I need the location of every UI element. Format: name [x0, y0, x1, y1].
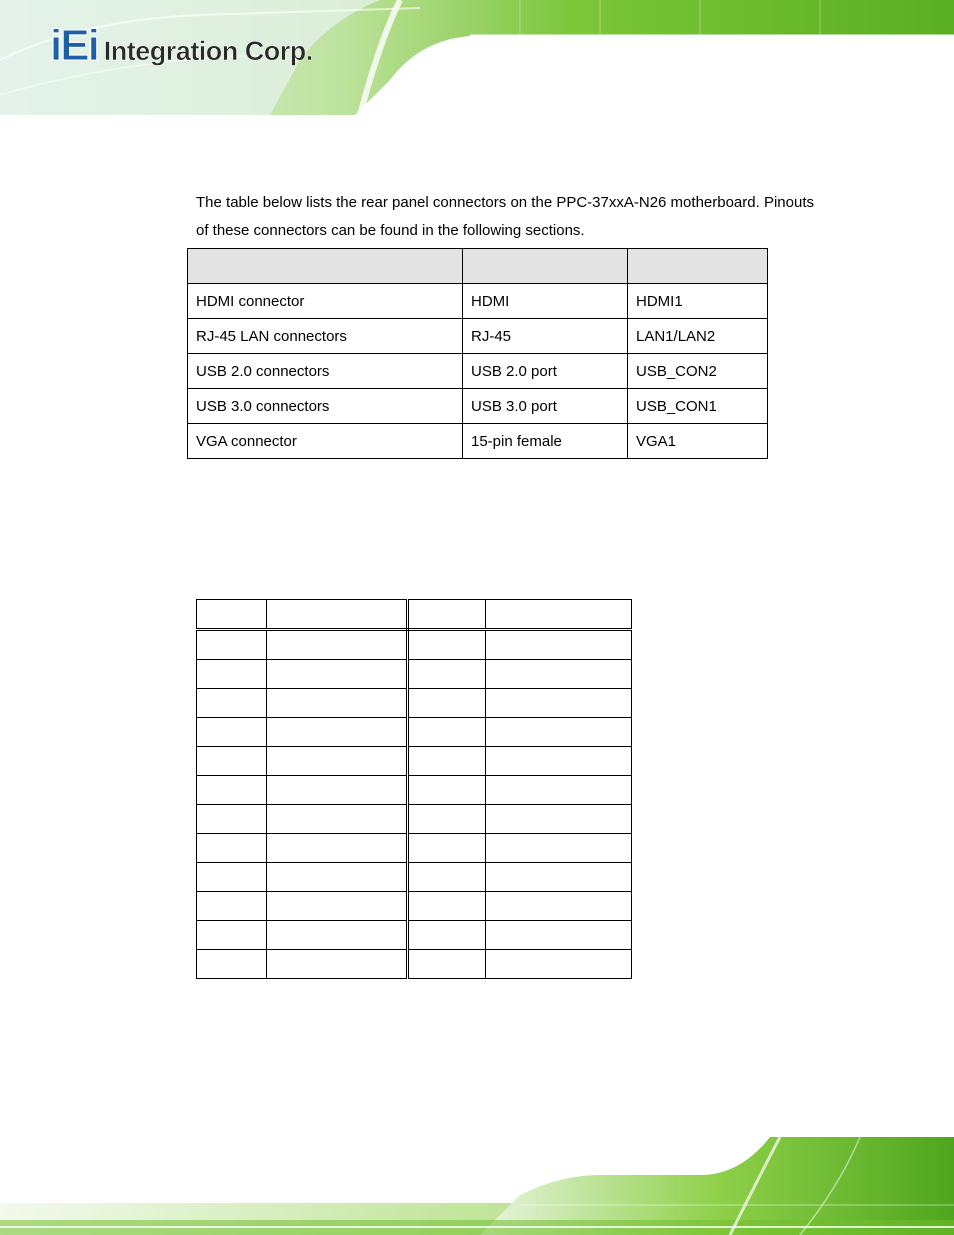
pinout-cell: [486, 660, 632, 689]
pinout-cell: [486, 892, 632, 921]
pinout-cell: [197, 950, 267, 979]
table-row: [197, 834, 632, 863]
connector-label: USB_CON1: [628, 389, 768, 424]
pinout-cell: [407, 892, 486, 921]
table-row: [188, 389, 768, 424]
connector-type: USB 2.0 port: [463, 354, 628, 389]
pinout-cell: [197, 660, 267, 689]
table-row: [197, 747, 632, 776]
table-row: [188, 354, 768, 389]
header-cell: [188, 249, 463, 284]
table-row: [197, 950, 632, 979]
pinout-cell: [197, 921, 267, 950]
pinout-cell: [407, 747, 486, 776]
connector-type: RJ-45: [463, 319, 628, 354]
table-row: [197, 892, 632, 921]
pinout-cell: [407, 630, 486, 660]
table-row: [197, 630, 632, 660]
pinout-cell: [197, 718, 267, 747]
connector-name: RJ-45 LAN connectors: [188, 319, 463, 354]
pinout-cell: [486, 630, 632, 660]
table-row: [197, 921, 632, 950]
pinout-cell: [266, 921, 407, 950]
pinout-header-row: [197, 600, 632, 630]
pinout-cell: [266, 630, 407, 660]
connector-label: HDMI1: [628, 284, 768, 319]
pinout-cell: [266, 747, 407, 776]
footer-banner: [0, 1135, 954, 1235]
table-row: [197, 660, 632, 689]
pinout-cell: [486, 747, 632, 776]
pinout-cell: [407, 718, 486, 747]
logo-mark: iEi: [50, 21, 98, 70]
pinout-cell: [266, 660, 407, 689]
table-row: [197, 863, 632, 892]
table-row: [188, 284, 768, 319]
intro-paragraph: The table below lists the rear panel connectors on the PPC-37xxA-N26 motherboard. Pinouts of these connectors can be found in the following sections.: [196, 194, 814, 239]
pinout-cell: [266, 834, 407, 863]
table-row: [197, 805, 632, 834]
pinout-cell: [486, 950, 632, 979]
table-row: [197, 689, 632, 718]
rear-panel-connector-table: [187, 248, 768, 459]
pinout-cell: [197, 805, 267, 834]
pinout-cell: [407, 660, 486, 689]
pinout-cell: [197, 776, 267, 805]
pinout-cell: [407, 921, 486, 950]
pinout-cell: [486, 600, 632, 630]
pinout-cell: [266, 689, 407, 718]
pinout-cell: [486, 689, 632, 718]
connector-type: 15-pin female: [463, 424, 628, 459]
connector-name: USB 3.0 connectors: [188, 389, 463, 424]
connector-type: USB 3.0 port: [463, 389, 628, 424]
pinout-cell: [407, 600, 486, 630]
pinout-cell: [486, 718, 632, 747]
pinout-cell: [266, 892, 407, 921]
pinout-cell: [486, 921, 632, 950]
pinout-cell: [197, 600, 267, 630]
connector-name: USB 2.0 connectors: [188, 354, 463, 389]
pinout-cell: [266, 863, 407, 892]
connector-label: VGA1: [628, 424, 768, 459]
pinout-cell: [197, 834, 267, 863]
table-header-row: [188, 249, 768, 284]
connector-name: VGA connector: [188, 424, 463, 459]
connector-label: LAN1/LAN2: [628, 319, 768, 354]
header-cell: [628, 249, 768, 284]
pinout-cell: [486, 776, 632, 805]
pinout-cell: [197, 892, 267, 921]
pinout-cell: [197, 747, 267, 776]
pinout-cell: [266, 776, 407, 805]
table-row: [197, 776, 632, 805]
pinout-cell: [197, 630, 267, 660]
logo-text: Integration Corp.: [103, 36, 313, 66]
pinout-cell: [407, 805, 486, 834]
pinout-table: [196, 599, 632, 979]
pinout-cell: [407, 689, 486, 718]
pinout-cell: [407, 834, 486, 863]
connector-type: HDMI: [463, 284, 628, 319]
table-row: [188, 424, 768, 459]
pinout-cell: [486, 805, 632, 834]
pinout-cell: [407, 776, 486, 805]
table-row: [197, 718, 632, 747]
pinout-cell: [486, 834, 632, 863]
pinout-cell: [266, 600, 407, 630]
table-row: [188, 319, 768, 354]
pinout-cell: [486, 863, 632, 892]
connector-name: HDMI connector: [188, 284, 463, 319]
connector-label: USB_CON2: [628, 354, 768, 389]
pinout-cell: [197, 689, 267, 718]
pinout-cell: [197, 863, 267, 892]
header-cell: [463, 249, 628, 284]
pinout-cell: [407, 950, 486, 979]
pinout-cell: [266, 950, 407, 979]
company-logo: [50, 21, 313, 70]
pinout-cell: [266, 718, 407, 747]
pinout-cell: [407, 863, 486, 892]
pinout-cell: [266, 805, 407, 834]
